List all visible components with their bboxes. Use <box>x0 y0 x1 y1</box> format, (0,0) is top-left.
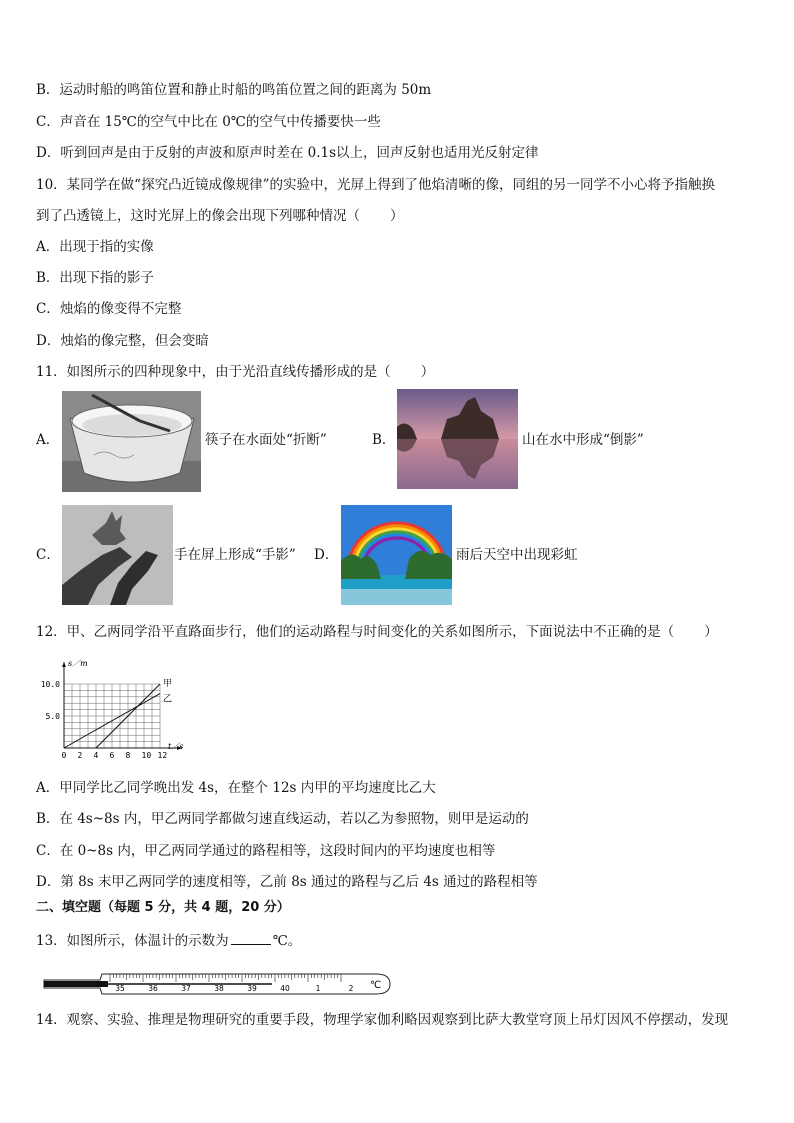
thermo-tick-label: 36 <box>148 984 158 993</box>
q10-option-c: C．烛焰的像变得不完整 <box>36 301 182 317</box>
series-label: 乙 <box>163 694 173 705</box>
x-tick-label: 6 <box>109 751 115 760</box>
y-axis-arrow <box>62 662 66 667</box>
clinical-thermometer <box>40 970 392 1000</box>
q10-stem-line2: 到了凸透镜上，这时光屏上的像会出现下列哪种情况（ ） <box>36 208 404 224</box>
q10-option-d: D．烛焰的像完整，但会变暗 <box>36 333 209 349</box>
thermo-tick-label: 39 <box>247 984 257 993</box>
distance-time-chart <box>36 656 206 764</box>
q11-label-c: C． <box>36 547 60 563</box>
rainbow-image <box>341 505 452 605</box>
x-tick-label: 2 <box>77 751 83 760</box>
q11-stem: 11．如图所示的四种现象中，由于光沿直线传播形成的是（ ） <box>36 364 435 380</box>
section-heading: 二、填空题（每题 5 分，共 4 题，20 分） <box>36 900 290 915</box>
q12-option-b: B．在 4s~8s 内，甲乙两同学都做匀速直线运动，若以乙为参照物，则甲是运动的 <box>36 811 529 827</box>
q11-caption-b: 山在水中形成“倒影” <box>522 432 644 448</box>
q14-stem: 14．观察、实验、推理是物理研究的重要手段，物理学家伽利略因观察到比萨大教堂穹顶上吊灯因风不停摆动，发现 <box>36 1012 729 1028</box>
q11-label-d: D． <box>314 547 339 563</box>
q12-option-d: D．第 8s 末甲乙两同学的速度相等，乙前 8s 通过的路程与乙后 4s 通过的路程相等 <box>36 874 538 890</box>
q12-stem: 12．甲、乙两同学沿平直路面步行，他们的运动路程与时间变化的关系如图所示，下面说法中不正确的是（ ） <box>36 624 718 640</box>
q11-caption-c: 手在屏上形成“手影” <box>174 547 296 563</box>
x-tick-label: 10 <box>141 751 152 760</box>
thermo-tick-label: 2 <box>348 984 354 993</box>
series-label: 甲 <box>163 679 173 689</box>
y-tick-label: 10.0 <box>40 680 60 689</box>
thermometer-unit: ℃ <box>370 980 382 991</box>
q10-option-a: A．出现于指的实像 <box>36 239 154 255</box>
x-tick-label: 4 <box>93 751 99 760</box>
thermo-tick-label: 38 <box>214 984 224 993</box>
x-axis-label: t／s <box>168 742 184 751</box>
q9-option-b: B．运动时船的鸣笛位置和静止时船的鸣笛位置之间的距离为 50m <box>36 82 432 98</box>
q9-option-c: C．声音在 15℃的空气中比在 0℃的空气中传播要快一些 <box>36 114 381 130</box>
answer-blank[interactable] <box>231 930 271 945</box>
thermo-tick-label: 37 <box>181 984 191 993</box>
q11-label-a: A． <box>36 432 60 448</box>
q12-option-c: C．在 0~8s 内，甲乙两同学通过的路程相等，这段时间内的平均速度也相等 <box>36 843 496 859</box>
q12-option-a: A．甲同学比乙同学晚出发 4s，在整个 12s 内甲的平均速度比乙大 <box>36 780 436 796</box>
thermo-tick-label: 40 <box>280 984 290 993</box>
thermo-tick-label: 35 <box>115 984 125 993</box>
thermo-tick-label: 1 <box>315 984 321 993</box>
mountain-reflection-image <box>397 389 518 489</box>
x-tick-label: 8 <box>125 751 131 760</box>
x-tick-label: 0 <box>61 751 67 760</box>
chart-grid <box>64 684 160 748</box>
y-tick-label: 5.0 <box>45 712 60 721</box>
q9-option-d: D．听到回声是由于反射的声波和原声时差在 0.1s以上，回声反射也适用光反射定律 <box>36 145 539 161</box>
y-axis-label: s／m <box>68 659 88 668</box>
x-tick-label: 12 <box>157 751 168 760</box>
hand-shadow-image <box>62 505 173 605</box>
q11-caption-a: 筷子在水面处“折断” <box>205 432 327 448</box>
q10-stem-line1: 10．某同学在做“探究凸近镜成像规律”的实验中，光屏上得到了他焰清晰的像，同组的另一同学不小心将予指触换 <box>36 177 715 193</box>
chopsticks-bowl-image <box>62 391 201 492</box>
q10-option-b: B．出现下指的影子 <box>36 270 154 286</box>
q11-caption-d: 雨后天空中出现彩虹 <box>456 547 578 563</box>
q13-stem: 13．如图所示，体温计的示数为 ℃。 <box>36 930 301 951</box>
q11-label-b: B． <box>372 432 396 448</box>
